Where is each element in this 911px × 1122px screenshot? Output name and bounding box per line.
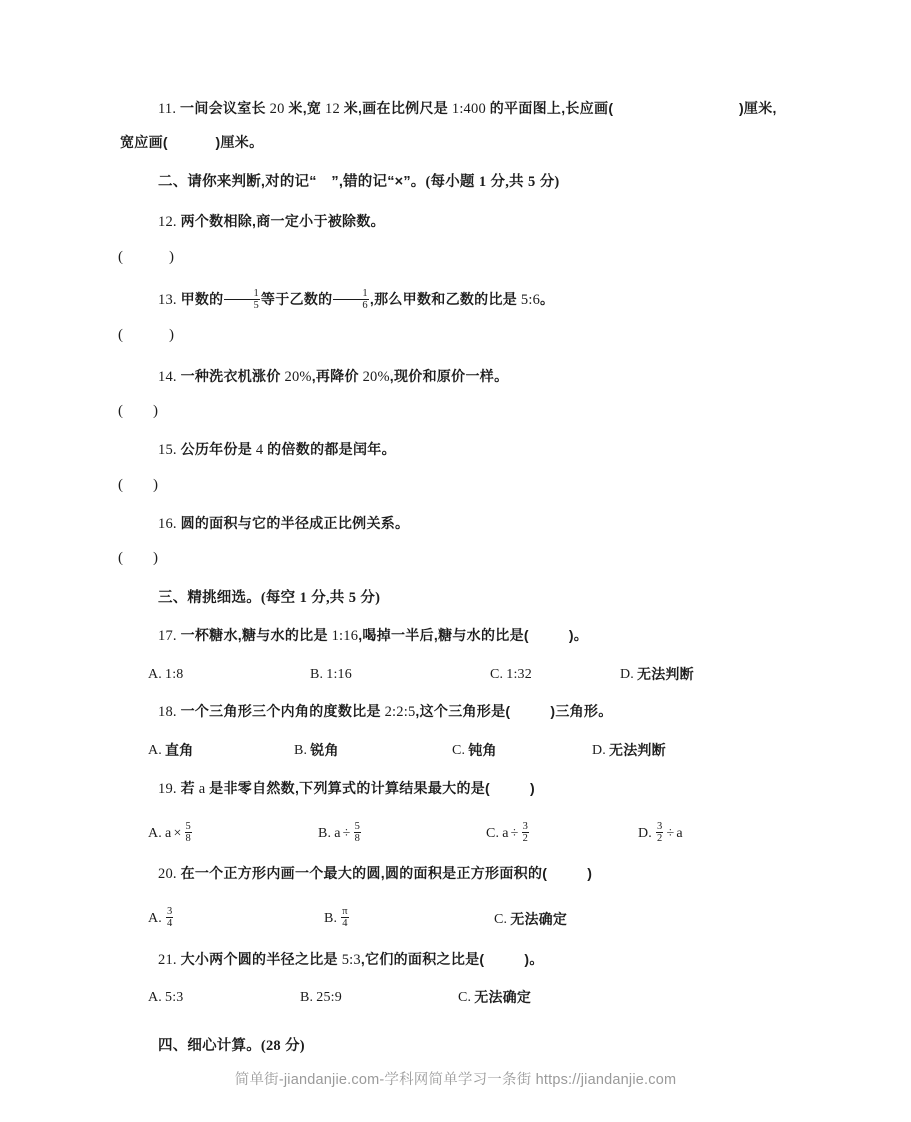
- question-20-text: 在一个正方形内画一个最大的圆,圆的面积是正方形面积的(: [180, 865, 548, 881]
- option-label: A.: [148, 911, 163, 927]
- question-21-option-c[interactable]: [458, 987, 531, 1009]
- question-14-text-c: ,现价和原价一样。: [389, 367, 509, 384]
- fraction-denominator: 2: [657, 832, 663, 844]
- question-21-text-a: 大小两个圆的半径之比是: [180, 950, 338, 967]
- question-18-text-b: ,这个三角形是(: [415, 703, 511, 720]
- section-3-heading: [130, 587, 780, 609]
- question-15-text-b: 的倍数的都是闰年。: [267, 441, 396, 458]
- fraction-denominator: 4: [167, 918, 173, 930]
- option-label: B.: [294, 742, 308, 758]
- option-fraction: [354, 821, 361, 844]
- option-value: 5:3: [165, 989, 184, 1005]
- question-17-text-a: 一杯糖水,糖与水的比是: [180, 627, 328, 644]
- divide-icon: ÷: [666, 825, 675, 841]
- option-operand: a: [334, 825, 341, 841]
- question-14-answer-blank[interactable]: [118, 400, 780, 423]
- question-12-number: 12.: [158, 214, 177, 231]
- question-11-text-a: 一间会议室长: [180, 100, 266, 116]
- option-fraction: [166, 906, 173, 929]
- question-19: [130, 778, 780, 800]
- check-mark-icon: [317, 174, 332, 190]
- option-operand: a: [165, 825, 172, 841]
- question-20-option-a[interactable]: [148, 907, 324, 930]
- question-13-text-b: 等于乙数的: [260, 291, 333, 308]
- fraction-denominator: 8: [354, 832, 361, 844]
- paren-open: (: [118, 550, 123, 567]
- section-2-score-total: 5: [528, 173, 536, 190]
- question-14-text-b: ,再降价: [311, 367, 359, 384]
- question-17-text-c: )。: [568, 627, 589, 644]
- question-11: [130, 98, 780, 120]
- fraction-numerator: 3: [522, 820, 529, 832]
- question-14-text-a: 一种洗衣机涨价: [180, 367, 281, 384]
- option-value: 无法判断: [609, 741, 666, 758]
- question-11-line2-a: 宽应画(: [120, 134, 168, 151]
- section-3-score-close: 分): [360, 589, 381, 606]
- fraction-denominator: 5: [224, 299, 259, 311]
- paren-open: (: [118, 476, 123, 493]
- paren-close: ): [169, 248, 174, 265]
- question-21-options: [148, 987, 780, 1009]
- section-3-score-per: 1: [299, 589, 308, 606]
- question-21-option-b[interactable]: [300, 987, 458, 1009]
- section-4-score-close: 分): [285, 1037, 305, 1054]
- question-18-ratio: 2:2:5: [384, 704, 416, 721]
- question-20-options: [148, 907, 780, 930]
- question-14-number: 14.: [158, 368, 177, 385]
- question-17: [130, 625, 780, 647]
- question-15-text-a: 公历年份是: [180, 441, 253, 458]
- paren-close: ): [153, 476, 158, 493]
- question-17-option-b[interactable]: [310, 664, 490, 686]
- question-11-width: 12: [325, 101, 340, 117]
- question-20-option-b[interactable]: [324, 907, 494, 930]
- section-4-score-total: 28: [265, 1037, 281, 1054]
- fraction-numerator: 1: [362, 288, 368, 300]
- section-2-score-open: (每小题: [425, 173, 475, 190]
- section-3-marker: 三、: [158, 589, 188, 606]
- question-18-text-c: )三角形。: [550, 703, 613, 720]
- question-13-number: 13.: [158, 292, 177, 309]
- option-label: A.: [148, 825, 163, 841]
- fraction-numerator: 1: [253, 288, 259, 300]
- option-value: 无法判断: [637, 665, 694, 682]
- option-fraction: [185, 821, 192, 844]
- option-label: C.: [458, 989, 472, 1005]
- quote-open-icon: “: [309, 173, 317, 190]
- section-4-marker: 四、: [158, 1037, 188, 1054]
- question-17-text-b: ,喝掉一半后,糖与水的比是(: [358, 627, 529, 644]
- question-21-option-a[interactable]: [148, 987, 300, 1009]
- question-13-text-c: ,那么甲数和乙数的比是: [369, 291, 518, 308]
- fraction-numerator: π: [342, 906, 348, 918]
- question-21-number: 21.: [158, 951, 177, 968]
- question-11-text-c: 米,画在比例尺是: [343, 100, 449, 116]
- quote-open2-icon: “: [387, 173, 395, 190]
- fraction-denominator: 2: [522, 832, 529, 844]
- multiply-icon: ×: [173, 825, 182, 841]
- question-18: [130, 701, 780, 723]
- question-11-line2-b: )厘米。: [215, 134, 264, 151]
- option-label: B.: [300, 989, 314, 1005]
- section-2-title-b: ,错的记: [338, 173, 388, 190]
- question-15-value: 4: [255, 442, 264, 459]
- option-value: 1:16: [326, 666, 352, 682]
- question-16-answer-blank[interactable]: [118, 547, 780, 570]
- option-label: B.: [318, 825, 332, 841]
- paren-close: ): [153, 403, 158, 420]
- fraction-denominator: 6: [333, 299, 368, 311]
- question-17-option-a[interactable]: [148, 664, 310, 686]
- divide-icon: ÷: [342, 825, 351, 841]
- paren-open: (: [118, 403, 123, 420]
- question-13-text-a: 甲数的: [180, 291, 224, 308]
- question-16-text: 圆的面积与它的半径成正比例关系。: [180, 515, 410, 531]
- question-19-option-c[interactable]: [486, 822, 638, 845]
- section-4-title: 细心计算。: [187, 1037, 261, 1054]
- paren-open: (: [118, 327, 123, 344]
- question-12-text: 两个数相除,商一定小于被除数。: [180, 213, 385, 230]
- question-19-text-c: ): [530, 779, 535, 796]
- question-16-number: 16.: [158, 516, 177, 532]
- fraction-denominator: 4: [342, 918, 348, 930]
- question-18-option-a[interactable]: [148, 740, 294, 762]
- question-18-text-a: 一个三角形三个内角的度数比是: [180, 703, 381, 720]
- question-11-text-e: )厘米,: [738, 100, 777, 116]
- question-11-number: 11.: [158, 101, 177, 117]
- question-19-option-d[interactable]: [638, 822, 683, 845]
- question-21-ratio: 5:3: [341, 951, 361, 968]
- question-15: [130, 439, 780, 461]
- question-18-option-d[interactable]: [592, 740, 666, 762]
- cross-mark-icon: ×: [394, 173, 404, 190]
- option-operand: a: [502, 825, 509, 841]
- option-label: A.: [148, 989, 163, 1005]
- question-16: [130, 513, 780, 535]
- question-13-text-d: 。: [540, 291, 555, 308]
- question-21: [130, 949, 780, 971]
- question-12-answer-blank[interactable]: [118, 246, 780, 269]
- question-19-variable: a: [198, 780, 206, 797]
- question-20-text-close: ): [587, 865, 593, 881]
- section-2-score-mid: 分,共: [490, 173, 524, 190]
- option-label: A.: [148, 666, 163, 682]
- question-13: [130, 289, 780, 312]
- option-label: C.: [490, 666, 504, 682]
- question-14: [130, 366, 780, 388]
- option-value: 无法确定: [510, 910, 568, 927]
- footer-watermark: 简单街-jiandanjie.com-学科网简单学习一条街 https://jiandanjie.com: [234, 1072, 677, 1088]
- fraction-numerator: 3: [167, 906, 173, 918]
- option-value: 锐角: [310, 741, 339, 758]
- question-18-number: 18.: [158, 704, 177, 721]
- question-19-number: 19.: [158, 780, 177, 797]
- section-2-marker: 二、: [158, 173, 188, 190]
- question-13-ratio: 5:6: [520, 292, 541, 309]
- question-11-length: 20: [269, 101, 285, 117]
- section-2-heading: [130, 171, 780, 193]
- question-12: [130, 211, 780, 233]
- option-value: 无法确定: [474, 988, 532, 1005]
- section-2-score-per: 1: [478, 173, 487, 190]
- question-13-fraction-2: [333, 288, 368, 311]
- question-21-text-c: )。: [524, 950, 544, 967]
- question-20-option-c[interactable]: [494, 909, 567, 931]
- section-2-title-a: 请你来判断,对的记: [187, 173, 310, 190]
- question-11-text-b: 米,宽: [288, 100, 322, 116]
- option-value: 直角: [165, 741, 194, 758]
- section-3-score-total: 5: [348, 589, 357, 606]
- section-3-score-open: (每空: [260, 589, 296, 606]
- question-13-fraction-1: [224, 288, 259, 311]
- question-15-number: 15.: [158, 442, 177, 459]
- question-19-option-b[interactable]: [318, 822, 486, 845]
- option-operand: a: [676, 825, 683, 841]
- question-18-option-b[interactable]: [294, 740, 452, 762]
- quote-close2-icon: ”: [403, 173, 411, 190]
- question-17-options: [148, 664, 780, 686]
- question-21-text-b: ,它们的面积之比是(: [360, 950, 485, 967]
- quote-close-icon: ”: [331, 173, 339, 190]
- question-20-number: 20.: [158, 866, 177, 882]
- exam-content: [118, 98, 780, 1057]
- question-13-answer-blank[interactable]: [118, 324, 780, 347]
- question-14-pct-2: 20%: [362, 368, 390, 385]
- question-17-option-c[interactable]: [490, 664, 620, 686]
- fraction-numerator: 5: [354, 820, 361, 832]
- question-17-ratio: 1:16: [331, 628, 359, 645]
- option-label: C.: [494, 911, 508, 927]
- paren-close: ): [153, 550, 158, 567]
- section-3-score-mid: 分,共: [311, 589, 345, 606]
- option-label: A.: [148, 742, 163, 758]
- section-4-heading: [130, 1035, 780, 1057]
- option-label: D.: [620, 666, 635, 682]
- fraction-denominator: 8: [185, 832, 191, 844]
- option-value: 1:32: [506, 666, 532, 682]
- question-11-line2: [120, 132, 780, 154]
- option-label: B.: [310, 666, 324, 682]
- question-11-scale: 1:400: [451, 101, 486, 117]
- option-label: C.: [452, 742, 466, 758]
- option-value: 25:9: [316, 989, 342, 1005]
- option-fraction: [341, 906, 349, 929]
- section-2-title-c: 。: [410, 173, 426, 190]
- option-fraction: [522, 821, 529, 844]
- question-15-answer-blank[interactable]: [118, 474, 780, 497]
- question-18-options: [148, 740, 780, 762]
- paren-close: ): [169, 327, 174, 344]
- option-fraction: [656, 821, 663, 844]
- fraction-numerator: 3: [657, 820, 663, 832]
- question-17-number: 17.: [158, 628, 177, 645]
- question-19-option-a[interactable]: [148, 822, 318, 845]
- section-4-score-open: (: [260, 1037, 266, 1054]
- question-19-text-b: 是非零自然数,下列算式的计算结果最大的是(: [209, 779, 491, 796]
- question-17-option-d[interactable]: [620, 664, 694, 686]
- option-value: 1:8: [165, 666, 184, 682]
- question-14-pct-1: 20%: [284, 368, 312, 385]
- question-18-option-c[interactable]: [452, 740, 592, 762]
- question-20: [130, 863, 780, 885]
- option-value: 钝角: [468, 741, 497, 758]
- question-19-text-a: 若: [180, 779, 195, 796]
- option-label: C.: [486, 825, 500, 841]
- fraction-numerator: 5: [185, 820, 191, 832]
- option-label: D.: [592, 742, 607, 758]
- divide-icon: ÷: [510, 825, 519, 841]
- question-19-options: [148, 822, 780, 845]
- option-label: B.: [324, 911, 338, 927]
- option-label: D.: [638, 825, 653, 841]
- section-2-score-close: 分): [539, 173, 560, 190]
- paren-open: (: [118, 248, 123, 265]
- question-11-text-d: 的平面图上,长应画(: [489, 100, 614, 116]
- section-3-title: 精挑细选。: [187, 589, 261, 606]
